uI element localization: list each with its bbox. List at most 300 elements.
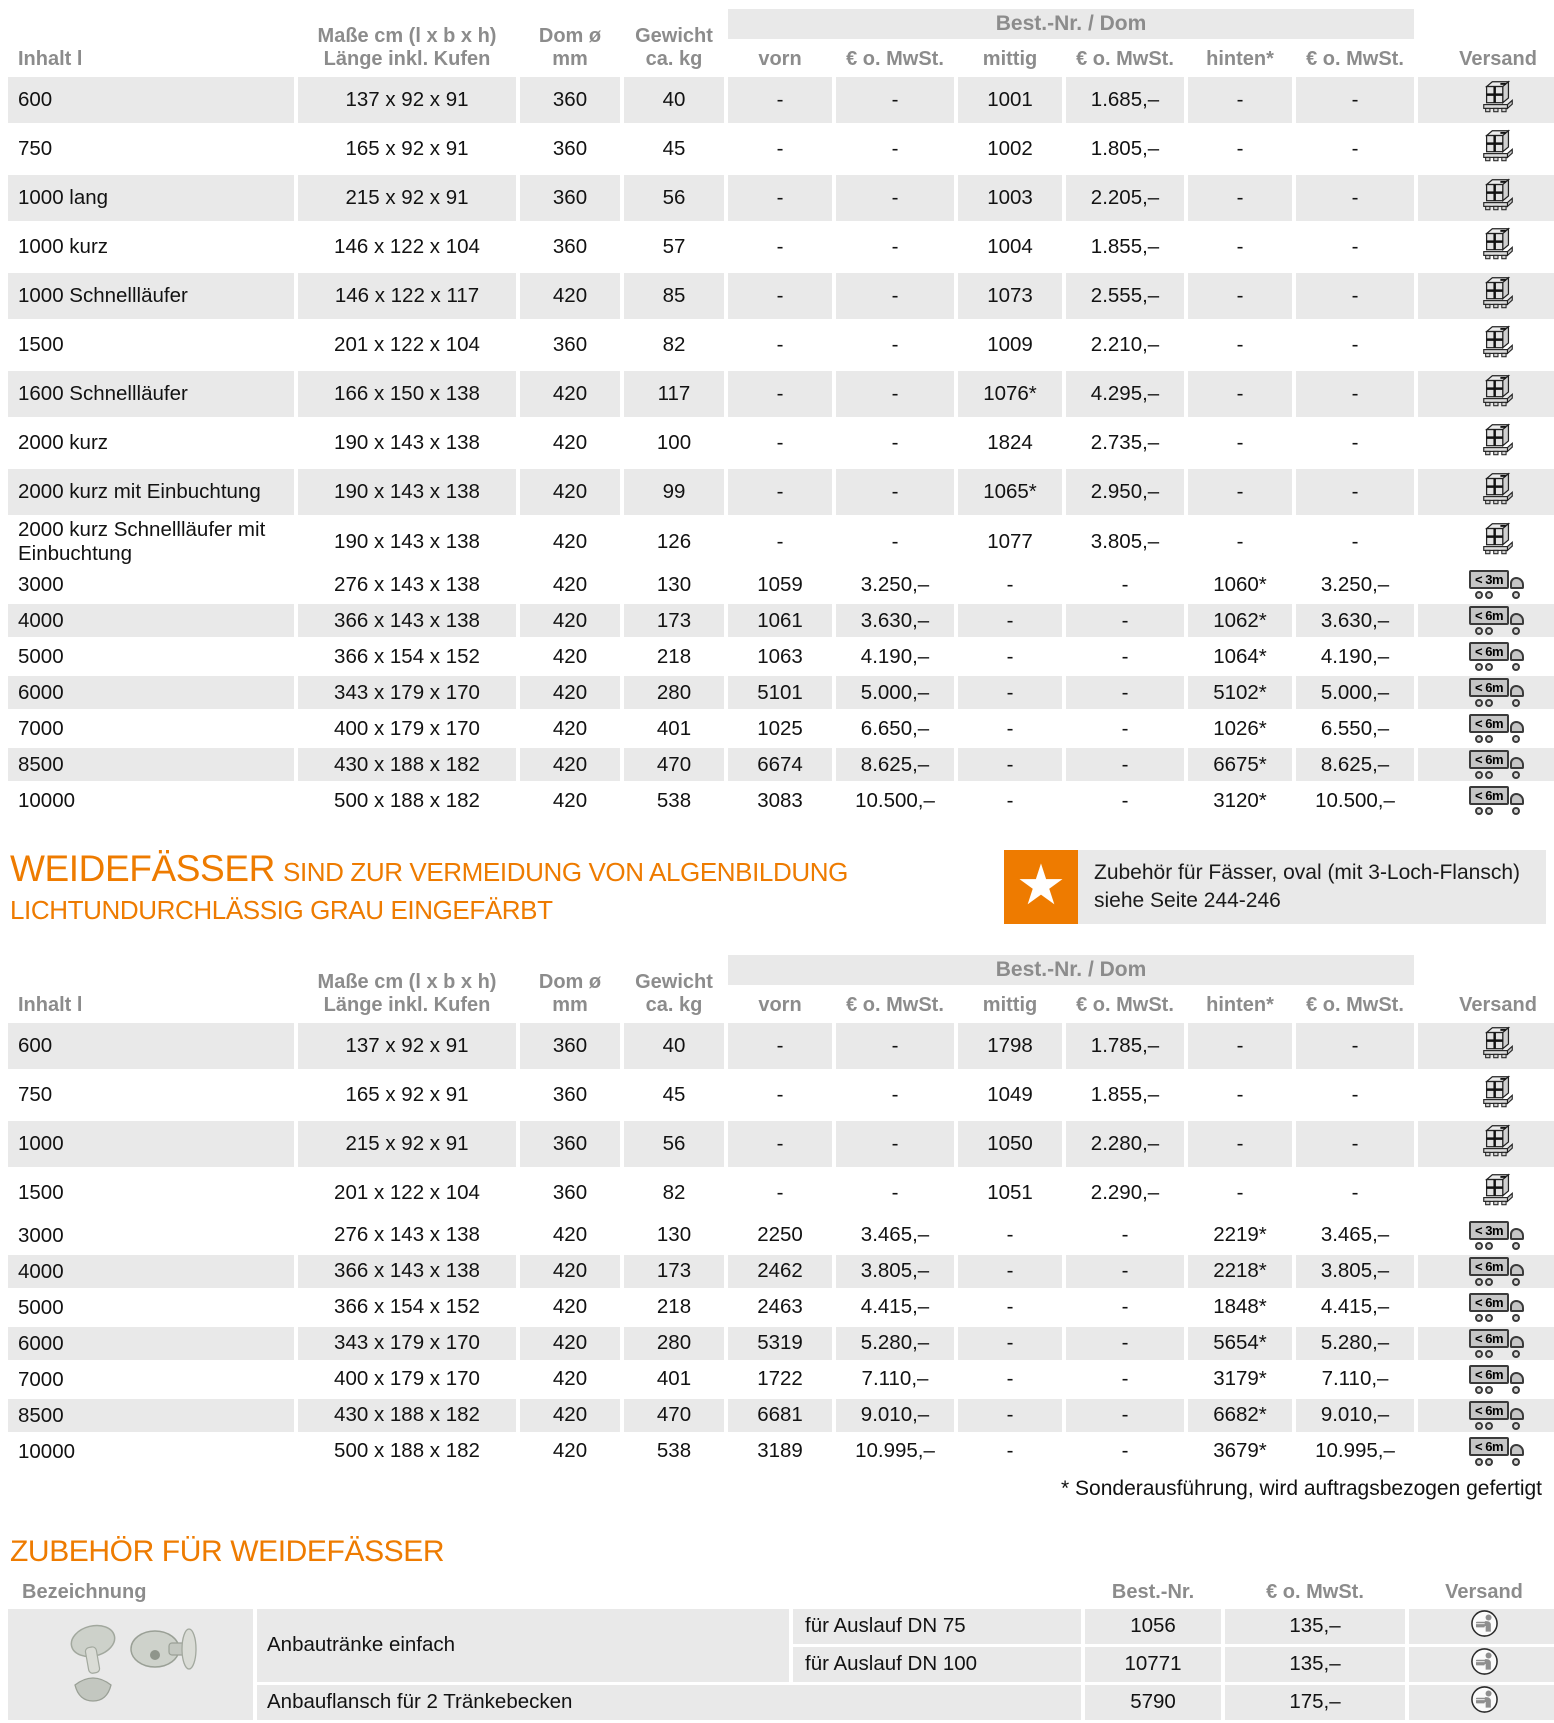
gewicht-kg: 100 <box>624 420 724 466</box>
masse: 215 x 92 x 91 <box>298 1121 516 1167</box>
versand-cell <box>1418 784 1554 817</box>
masse: 500 x 188 x 182 <box>298 784 516 817</box>
bestnr-mittig: - <box>958 1363 1062 1396</box>
preis-vorn: 9.010,– <box>836 1399 954 1432</box>
truck-icon <box>1469 1328 1527 1359</box>
preis-mittig: - <box>1066 1291 1184 1324</box>
table-row <box>8 420 1554 466</box>
truck-length-label: < 6m <box>1475 752 1504 768</box>
truck-length-label: < 6m <box>1475 608 1504 624</box>
preis-vorn: - <box>836 371 954 417</box>
anbautraenke-product-photo <box>8 1609 253 1720</box>
masse: 215 x 92 x 91 <box>298 175 516 221</box>
preis-vorn: - <box>836 1023 954 1069</box>
table-row <box>8 1291 1554 1324</box>
dom-mm: 360 <box>520 126 620 172</box>
parcel-service-icon <box>1409 1647 1554 1682</box>
bestnr-mittig: - <box>958 676 1062 709</box>
pallet-icon <box>1479 520 1517 558</box>
preis-mittig: 4.295,– <box>1066 371 1184 417</box>
gewicht-kg: 126 <box>624 518 724 565</box>
bestnr-hinten: - <box>1188 1072 1292 1118</box>
bestnr-mittig: 1003 <box>958 175 1062 221</box>
bestnr-vorn: 2462 <box>728 1255 832 1288</box>
truck-length-label: < 6m <box>1475 1402 1504 1418</box>
preis-vorn: 7.110,– <box>836 1363 954 1396</box>
dom-mm: 420 <box>520 1435 620 1468</box>
preis-vorn: 8.625,– <box>836 748 954 781</box>
bestnr-mittig: - <box>958 784 1062 817</box>
preis-vorn: - <box>836 1170 954 1216</box>
column-header-inhalt: Inhalt l <box>18 48 83 70</box>
dom-mm: 420 <box>520 1291 620 1324</box>
masse: 190 x 143 x 138 <box>298 469 516 515</box>
weidefaesser-subtitle-line1: SIND ZUR VERMEIDUNG VON ALGENBILDUNG <box>283 857 848 888</box>
weidefaesser-subtitle-line2: LICHTUNDURCHLÄSSIG GRAU EINGEFÄRBT <box>10 894 553 925</box>
dom-mm: 420 <box>520 518 620 565</box>
versand-cell <box>1418 712 1554 745</box>
column-header-vorn: vorn <box>758 993 802 1016</box>
gewicht-kg: 82 <box>624 1170 724 1216</box>
dom-mm: 420 <box>520 1255 620 1288</box>
bestnr-mittig: 1076* <box>958 371 1062 417</box>
bestnr-hinten: - <box>1188 175 1292 221</box>
truck-icon <box>1469 677 1527 708</box>
bestnr-hinten: 1026* <box>1188 712 1292 745</box>
preis-vorn: - <box>836 224 954 270</box>
gewicht-kg: 470 <box>624 1399 724 1432</box>
column-header-eur-vorn: € o. MwSt. <box>846 993 944 1016</box>
column-header-mittig: mittig <box>982 993 1038 1016</box>
versand-cell <box>1418 676 1554 709</box>
bestnr-mittig: 1798 <box>958 1023 1062 1069</box>
table-row <box>8 469 1554 515</box>
dom-mm: 420 <box>520 712 620 745</box>
table-row <box>8 1121 1554 1167</box>
gewicht-kg: 56 <box>624 175 724 221</box>
bestnr-vorn: 5319 <box>728 1327 832 1360</box>
preis-hinten: - <box>1296 126 1414 172</box>
inhalt: 750 <box>8 126 294 172</box>
preis-vorn: 4.415,– <box>836 1291 954 1324</box>
column-header-versand: Versand <box>1459 993 1537 1016</box>
pallet-icon <box>1479 274 1517 312</box>
preis-mittig: - <box>1066 748 1184 781</box>
dom-mm: 420 <box>520 371 620 417</box>
masse: 137 x 92 x 91 <box>298 77 516 123</box>
dom-mm: 420 <box>520 420 620 466</box>
preis-hinten: - <box>1296 371 1414 417</box>
preis-vorn: 3.465,– <box>836 1219 954 1252</box>
pallet-icon <box>1479 1122 1517 1160</box>
preis-vorn: 3.805,– <box>836 1255 954 1288</box>
gewicht-kg: 401 <box>624 1363 724 1396</box>
bestnr-mittig: 1049 <box>958 1072 1062 1118</box>
table-row <box>8 518 1554 565</box>
inhalt: 600 <box>8 1023 294 1069</box>
masse: 201 x 122 x 104 <box>298 1170 516 1216</box>
preis-hinten: 10.995,– <box>1296 1435 1414 1468</box>
dom-mm: 420 <box>520 273 620 319</box>
bestnr-vorn: - <box>728 126 832 172</box>
gewicht-kg: 45 <box>624 1072 724 1118</box>
column-header-eur-mittig: € o. MwSt. <box>1076 993 1174 1016</box>
product-photo-graphic <box>51 1615 211 1707</box>
pallet-icon <box>1479 78 1517 116</box>
gewicht-kg: 57 <box>624 224 724 270</box>
preis-hinten: - <box>1296 224 1414 270</box>
bestnr-hinten: - <box>1188 1023 1292 1069</box>
inhalt: 2000 kurz mit Einbuchtung <box>8 469 294 515</box>
preis-hinten: 6.550,– <box>1296 712 1414 745</box>
preis-hinten: - <box>1296 1121 1414 1167</box>
table-row <box>8 640 1554 673</box>
truck-icon <box>1469 1256 1527 1287</box>
column-header-eur-vorn: € o. MwSt. <box>846 48 944 70</box>
bestnr-mittig: 1065* <box>958 469 1062 515</box>
pallet-icon <box>1479 127 1517 165</box>
table-row <box>8 1072 1554 1118</box>
gewicht-kg: 280 <box>624 1327 724 1360</box>
versand-cell <box>1418 1023 1554 1069</box>
bestnr-hinten: 2219* <box>1188 1219 1292 1252</box>
table-row <box>8 676 1554 709</box>
inhalt: 6000 <box>8 676 294 709</box>
bestnr-vorn: - <box>728 322 832 368</box>
column-header-mittig: mittig <box>982 48 1038 70</box>
versand-cell <box>1418 1327 1554 1360</box>
truck-length-label: < 6m <box>1475 1258 1504 1274</box>
bestnr-vorn: - <box>728 273 832 319</box>
bestnr-mittig: - <box>958 568 1062 601</box>
masse: 400 x 179 x 170 <box>298 1363 516 1396</box>
versand-cell <box>1418 604 1554 637</box>
inhalt: 1600 Schnellläufer <box>8 371 294 417</box>
versand-cell <box>1418 1121 1554 1167</box>
preis-vorn: 5.000,– <box>836 676 954 709</box>
preis-vorn: 3.250,– <box>836 568 954 601</box>
masse: 190 x 143 x 138 <box>298 518 516 565</box>
bestnr-vorn: 1059 <box>728 568 832 601</box>
truck-length-label: < 6m <box>1475 644 1504 660</box>
pallet-icon <box>1479 225 1517 263</box>
masse: 166 x 150 x 138 <box>298 371 516 417</box>
preis-mittig: 2.735,– <box>1066 420 1184 466</box>
bestnr-mittig: 1002 <box>958 126 1062 172</box>
star-icon: ★ <box>1015 853 1067 917</box>
dom-mm: 360 <box>520 77 620 123</box>
preis-vorn: - <box>836 77 954 123</box>
masse: 430 x 188 x 182 <box>298 748 516 781</box>
item-bestnr: 1056 <box>1085 1609 1221 1644</box>
sonderausfuehrung-footnote: * Sonderausführung, wird auftragsbezogen gefertigt <box>1061 1476 1542 1500</box>
dom-mm: 360 <box>520 175 620 221</box>
preis-hinten: - <box>1296 1170 1414 1216</box>
masse: 146 x 122 x 104 <box>298 224 516 270</box>
bestnr-vorn: 1063 <box>728 640 832 673</box>
table-row <box>8 1435 1554 1468</box>
masse: 500 x 188 x 182 <box>298 1435 516 1468</box>
versand-cell <box>1418 371 1554 417</box>
table-row <box>8 126 1554 172</box>
bestnr-mittig: 1001 <box>958 77 1062 123</box>
bestnr-dom-group-header: Best.-Nr. / Dom <box>728 955 1414 985</box>
bestnr-mittig: - <box>958 1327 1062 1360</box>
pallet-icon <box>1479 1024 1517 1062</box>
bestnr-vorn: - <box>728 518 832 565</box>
gewicht-kg: 173 <box>624 604 724 637</box>
item-bestnr: 10771 <box>1085 1647 1221 1682</box>
preis-hinten: 9.010,– <box>1296 1399 1414 1432</box>
bestnr-vorn: - <box>728 1170 832 1216</box>
bestnr-hinten: - <box>1188 224 1292 270</box>
truck-icon <box>1469 569 1527 600</box>
table-row <box>8 77 1554 123</box>
inhalt: 3000 <box>8 1219 294 1252</box>
bestnr-mittig: - <box>958 1435 1062 1468</box>
bestnr-hinten: - <box>1188 1121 1292 1167</box>
masse: 366 x 143 x 138 <box>298 1255 516 1288</box>
masse: 137 x 92 x 91 <box>298 1023 516 1069</box>
preis-mittig: - <box>1066 568 1184 601</box>
bestnr-vorn: 5101 <box>728 676 832 709</box>
gewicht-kg: 470 <box>624 748 724 781</box>
inhalt: 5000 <box>8 1291 294 1324</box>
bestnr-mittig: 1051 <box>958 1170 1062 1216</box>
inhalt: 5000 <box>8 640 294 673</box>
inhalt: 6000 <box>8 1327 294 1360</box>
column-header-eur-hinten: € o. MwSt. <box>1306 993 1404 1016</box>
truck-icon <box>1469 1436 1527 1467</box>
accessory-hint-box <box>1004 850 1546 924</box>
dom-mm: 420 <box>520 1219 620 1252</box>
item-price: 175,– <box>1225 1685 1405 1720</box>
table-row <box>8 712 1554 745</box>
column-header-eur-mittig: € o. MwSt. <box>1076 48 1174 70</box>
pallet-icon <box>1479 1073 1517 1111</box>
bestnr-hinten: - <box>1188 273 1292 319</box>
gewicht-kg: 99 <box>624 469 724 515</box>
item-price: 135,– <box>1225 1647 1405 1682</box>
pallet-icon <box>1479 470 1517 508</box>
masse: 146 x 122 x 117 <box>298 273 516 319</box>
preis-mittig: - <box>1066 1363 1184 1396</box>
inhalt: 7000 <box>8 712 294 745</box>
bestnr-hinten: - <box>1188 77 1292 123</box>
column-header-eur-hinten: € o. MwSt. <box>1306 48 1404 70</box>
column-header-hinten: hinten* <box>1206 993 1274 1016</box>
bestnr-dom-group-header: Best.-Nr. / Dom <box>728 9 1414 39</box>
gewicht-kg: 218 <box>624 640 724 673</box>
preis-hinten: 5.000,– <box>1296 676 1414 709</box>
bestnr-mittig: 1824 <box>958 420 1062 466</box>
preis-mittig: 2.280,– <box>1066 1121 1184 1167</box>
bestnr-mittig: - <box>958 604 1062 637</box>
masse: 276 x 143 x 138 <box>298 568 516 601</box>
preis-mittig: - <box>1066 1255 1184 1288</box>
preis-vorn: - <box>836 1121 954 1167</box>
masse: 366 x 154 x 152 <box>298 1291 516 1324</box>
bestnr-mittig: - <box>958 1255 1062 1288</box>
preis-hinten: 8.625,– <box>1296 748 1414 781</box>
table-row <box>8 1609 1554 1644</box>
accessory-hint-line2: siehe Seite 244-246 <box>1094 889 1281 913</box>
bestnr-mittig: 1073 <box>958 273 1062 319</box>
preis-vorn: 5.280,– <box>836 1327 954 1360</box>
masse: 430 x 188 x 182 <box>298 1399 516 1432</box>
preis-hinten: - <box>1296 322 1414 368</box>
dom-mm: 360 <box>520 1023 620 1069</box>
preis-hinten: - <box>1296 273 1414 319</box>
bestnr-hinten: 6675* <box>1188 748 1292 781</box>
preis-mittig: 2.950,– <box>1066 469 1184 515</box>
versand-cell <box>1418 1435 1554 1468</box>
column-header-versand: Versand <box>1445 1580 1523 1603</box>
masse: 400 x 179 x 170 <box>298 712 516 745</box>
column-header-dom: Dom ø mm <box>538 970 602 1016</box>
preis-vorn: 6.650,– <box>836 712 954 745</box>
preis-vorn: 10.500,– <box>836 784 954 817</box>
dom-mm: 420 <box>520 1363 620 1396</box>
item-variant: für Auslauf DN 75 <box>793 1609 1081 1644</box>
preis-hinten: - <box>1296 469 1414 515</box>
dom-mm: 360 <box>520 224 620 270</box>
gewicht-kg: 280 <box>624 676 724 709</box>
preis-mittig: - <box>1066 1399 1184 1432</box>
table-row <box>8 784 1554 817</box>
bestnr-mittig: - <box>958 748 1062 781</box>
bestnr-vorn: 1722 <box>728 1363 832 1396</box>
bestnr-vorn: - <box>728 1072 832 1118</box>
bestnr-hinten: - <box>1188 469 1292 515</box>
table-row <box>8 1363 1554 1396</box>
gewicht-kg: 130 <box>624 1219 724 1252</box>
bestnr-hinten: - <box>1188 322 1292 368</box>
bestnr-hinten: 5102* <box>1188 676 1292 709</box>
preis-mittig: - <box>1066 1435 1184 1468</box>
preis-mittig: 2.555,– <box>1066 273 1184 319</box>
preis-vorn: - <box>836 518 954 565</box>
bestnr-mittig: - <box>958 1399 1062 1432</box>
preis-hinten: 3.805,– <box>1296 1255 1414 1288</box>
truck-length-label: < 6m <box>1475 680 1504 696</box>
column-header-vorn: vorn <box>758 48 802 70</box>
gewicht-kg: 401 <box>624 712 724 745</box>
preis-hinten: 3.250,– <box>1296 568 1414 601</box>
inhalt: 7000 <box>8 1363 294 1396</box>
masse: 343 x 179 x 170 <box>298 676 516 709</box>
gewicht-kg: 218 <box>624 1291 724 1324</box>
versand-cell <box>1418 77 1554 123</box>
bestnr-vorn: 1025 <box>728 712 832 745</box>
dom-mm: 360 <box>520 322 620 368</box>
preis-vorn: - <box>836 273 954 319</box>
parcel-service-icon <box>1409 1685 1554 1720</box>
versand-cell <box>1418 1219 1554 1252</box>
masse: 366 x 143 x 138 <box>298 604 516 637</box>
preis-vorn: 3.630,– <box>836 604 954 637</box>
bestnr-hinten: 2218* <box>1188 1255 1292 1288</box>
gewicht-kg: 85 <box>624 273 724 319</box>
preis-mittig: - <box>1066 676 1184 709</box>
bestnr-hinten: - <box>1188 1170 1292 1216</box>
bestnr-vorn: - <box>728 1121 832 1167</box>
truck-length-label: < 3m <box>1475 572 1504 588</box>
dom-mm: 420 <box>520 784 620 817</box>
bestnr-vorn: 3189 <box>728 1435 832 1468</box>
weidefaesser-price-table <box>4 952 1554 1471</box>
accessory-hint-text <box>1078 850 1546 924</box>
preis-mittig: 3.805,– <box>1066 518 1184 565</box>
weidefaesser-heading <box>8 850 848 926</box>
gewicht-kg: 130 <box>624 568 724 601</box>
versand-cell <box>1418 469 1554 515</box>
preis-hinten: 7.110,– <box>1296 1363 1414 1396</box>
truck-icon <box>1469 605 1527 636</box>
truck-icon <box>1469 1364 1527 1395</box>
masse: 201 x 122 x 104 <box>298 322 516 368</box>
gewicht-kg: 82 <box>624 322 724 368</box>
dom-mm: 420 <box>520 469 620 515</box>
item-price: 135,– <box>1225 1609 1405 1644</box>
preis-mittig: 2.290,– <box>1066 1170 1184 1216</box>
table-row <box>8 273 1554 319</box>
item-variant: für Auslauf DN 100 <box>793 1647 1081 1682</box>
star-badge <box>1004 850 1078 924</box>
inhalt: 750 <box>8 1072 294 1118</box>
preis-hinten: 4.415,– <box>1296 1291 1414 1324</box>
inhalt: 600 <box>8 77 294 123</box>
preis-vorn: - <box>836 420 954 466</box>
preis-mittig: 1.855,– <box>1066 224 1184 270</box>
versand-cell <box>1418 1255 1554 1288</box>
column-header-bestnr: Best.-Nr. <box>1111 1580 1195 1603</box>
versand-cell <box>1418 322 1554 368</box>
preis-mittig: - <box>1066 640 1184 673</box>
preis-hinten: - <box>1296 175 1414 221</box>
preis-vorn: - <box>836 175 954 221</box>
preis-hinten: 3.465,– <box>1296 1219 1414 1252</box>
weidefaesser-title: WEIDEFÄSSER <box>10 848 275 890</box>
inhalt: 8500 <box>8 748 294 781</box>
truck-icon <box>1469 1400 1527 1431</box>
versand-cell <box>1418 224 1554 270</box>
preis-mittig: 2.205,– <box>1066 175 1184 221</box>
preis-mittig: - <box>1066 712 1184 745</box>
preis-mittig: - <box>1066 784 1184 817</box>
truck-icon <box>1469 713 1527 744</box>
preis-hinten: - <box>1296 1023 1414 1069</box>
dom-mm: 420 <box>520 568 620 601</box>
column-header-masse: Maße cm (l x b x h) Länge inkl. Kufen <box>317 970 497 1016</box>
accessory-hint-line1: Zubehör für Fässer, oval (mit 3-Loch-Flansch) <box>1094 860 1520 884</box>
inhalt: 10000 <box>8 1435 294 1468</box>
table-row <box>8 748 1554 781</box>
masse: 165 x 92 x 91 <box>298 1072 516 1118</box>
versand-cell <box>1418 568 1554 601</box>
masse: 276 x 143 x 138 <box>298 1219 516 1252</box>
preis-vorn: - <box>836 126 954 172</box>
bestnr-hinten: 3679* <box>1188 1435 1292 1468</box>
bestnr-mittig: 1050 <box>958 1121 1062 1167</box>
bestnr-vorn: - <box>728 469 832 515</box>
dom-mm: 420 <box>520 640 620 673</box>
preis-mittig: 1.855,– <box>1066 1072 1184 1118</box>
pallet-icon <box>1479 421 1517 459</box>
preis-mittig: - <box>1066 1219 1184 1252</box>
bestnr-mittig: - <box>958 640 1062 673</box>
item-name: Anbautränke einfach <box>257 1609 789 1682</box>
